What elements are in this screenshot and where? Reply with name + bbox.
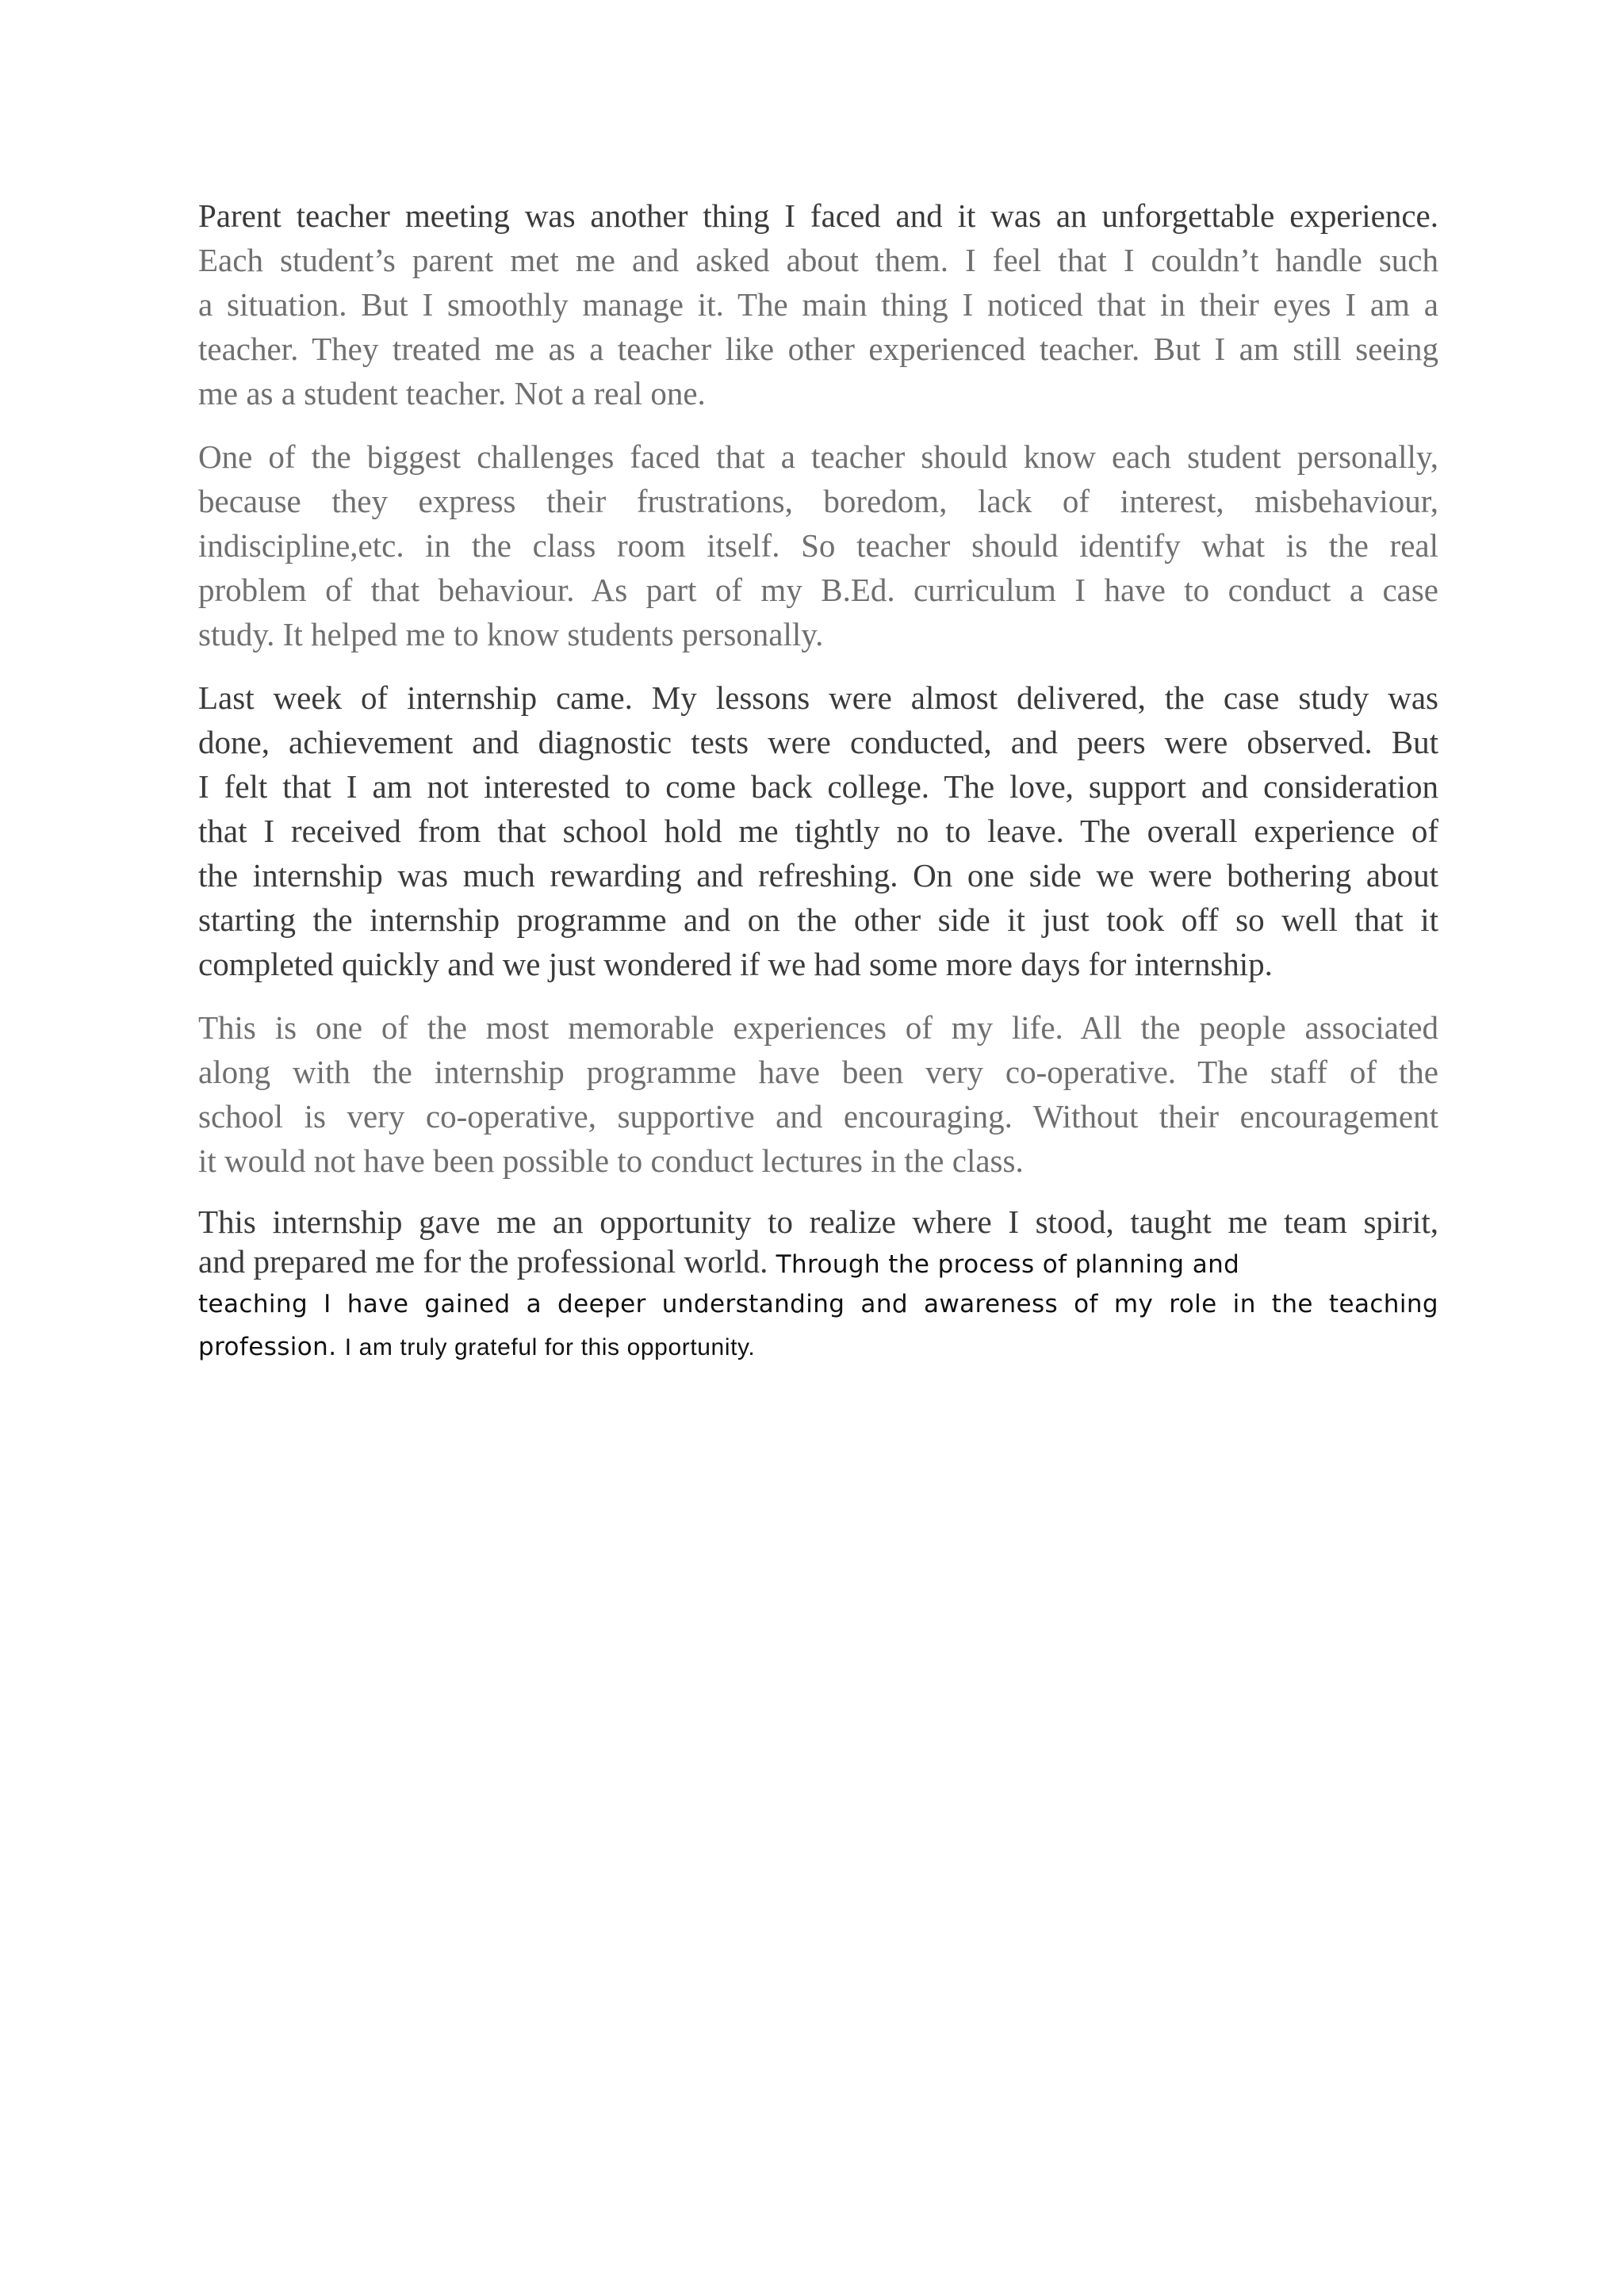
text-line: because they express their frustrations, boredom, lack of interest, misbehaviour, bbox=[198, 483, 1438, 519]
text-segment-serif: and prepared me for the professional world. bbox=[198, 1243, 776, 1280]
text-line: Each student’s parent met me and asked about them. I feel that I couldn’t handle such bbox=[198, 242, 1438, 278]
text-line: indiscipline,etc. in the class room itself. So teacher should identify what is the real bbox=[198, 527, 1438, 564]
text-line: done, achievement and diagnostic tests were conducted, and peers were observed. But bbox=[198, 724, 1438, 760]
text-line: school is very co-operative, supportive and encouraging. Without their encouragement bbox=[198, 1098, 1438, 1135]
paragraph-memorable-experience bbox=[198, 1005, 1438, 1183]
text-line: I felt that I am not interested to come back college. The love, support and consideration bbox=[198, 768, 1438, 805]
text-line: teacher. They treated me as a teacher like other experienced teacher. But I am still seeing bbox=[198, 331, 1438, 367]
text-line-mixed bbox=[198, 1242, 1438, 1284]
document-body bbox=[198, 193, 1438, 1387]
text-line: starting the internship programme and on the other side it just took off so well that it bbox=[198, 901, 1438, 938]
text-line: the internship was much rewarding and refreshing. On one side we were bothering about bbox=[198, 857, 1438, 894]
text-line: One of the biggest challenges faced that a teacher should know each student personally, bbox=[198, 438, 1438, 475]
paragraph-last-week bbox=[198, 675, 1438, 986]
text-line: a situation. But I smoothly manage it. The main thing I noticed that in their eyes I am a bbox=[198, 286, 1438, 323]
text-line: along with the internship programme have been very co-operative. The staff of the bbox=[198, 1054, 1438, 1090]
text-line: that I received from that school hold me tightly no to leave. The overall experience of bbox=[198, 813, 1438, 849]
text-line: This is one of the most memorable experiences of my life. All the people associated bbox=[198, 1009, 1438, 1046]
text-line-mixed bbox=[198, 1324, 1438, 1368]
text-line: problem of that behaviour. As part of my B.Ed. curriculum I have to conduct a case bbox=[198, 572, 1438, 608]
text-segment-sans: profession. bbox=[198, 1333, 345, 1361]
text-segment-sans: Through the process of planning and bbox=[776, 1250, 1240, 1279]
paragraph-parent-teacher-meeting bbox=[198, 193, 1438, 415]
paragraph-challenges bbox=[198, 434, 1438, 656]
paragraph-conclusion bbox=[198, 1202, 1438, 1368]
text-line: completed quickly and we just wondered if we had some more days for internship. bbox=[198, 946, 1273, 982]
text-line: This internship gave me an opportunity to realize where I stood, taught me team spirit, bbox=[198, 1203, 1438, 1240]
text-line: study. It helped me to know students personally. bbox=[198, 616, 824, 652]
text-line: Last week of internship came. My lessons were almost delivered, the case study was bbox=[198, 679, 1438, 716]
text-line: me as a student teacher. Not a real one. bbox=[198, 375, 706, 411]
text-segment-small-sans: I am truly grateful for this opportunity. bbox=[344, 1334, 756, 1360]
text-line: Parent teacher meeting was another thing I faced and it was an unforgettable experience. bbox=[198, 197, 1438, 234]
text-line: it would not have been possible to conduct lectures in the class. bbox=[198, 1142, 1024, 1179]
text-line-sans: teaching I have gained a deeper understanding and awareness of my role in the teaching bbox=[198, 1290, 1438, 1318]
